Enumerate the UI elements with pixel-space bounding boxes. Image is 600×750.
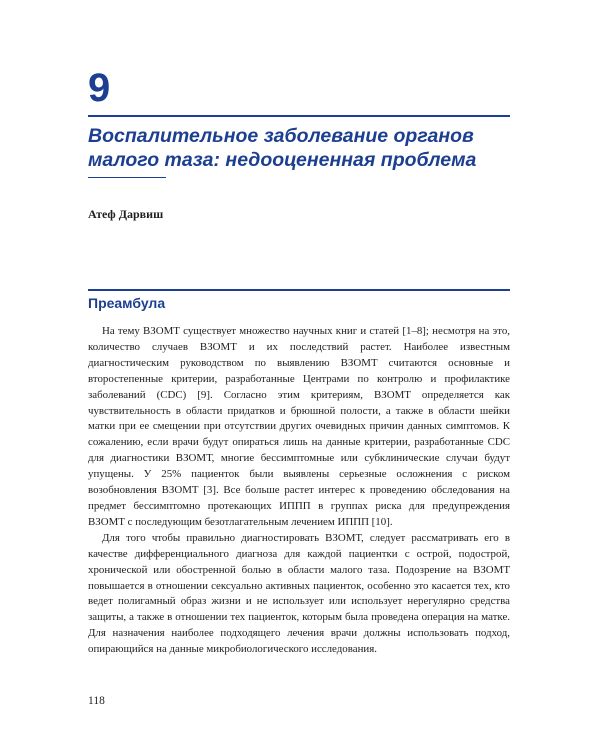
section-heading: Преамбула: [88, 295, 166, 311]
author-name: Атеф Дарвиш: [88, 207, 164, 221]
chapter-rule: [88, 115, 510, 117]
chapter-title: Воспалительное заболевание органов малого таза: недооцененная проблема: [88, 125, 477, 171]
section-rule: [88, 289, 510, 291]
body-text: [88, 324, 510, 658]
title-underline: [88, 177, 166, 178]
paragraph: Для того чтобы правильно диагностировать ВЗОМТ, следует рассматривать его в качестве дифференциального диагноза для каждой пациентки с острой, подострой, хронической или обостренной болью в области малого таза. Подозрение на ВЗОМТ повышается в отношении сексуально активных пациенток, особенно это касается тех, кто ведет полигамный образ жизни и не использует или использует нерегулярно средства защиты, а также в отношении тех пациенток, которым была проведена операция на матке. Для назначения наиболее подходящего лечения врачи должны использовать подход, опирающийся на данные микробиологического исследования.: [88, 531, 510, 656]
chapter-number: 9: [88, 66, 111, 110]
paragraph: На тему ВЗОМТ существует множество научных книг и статей [1–8]; несмотря на это, количество случаев ВЗОМТ и их последствий растет. Наиболее известным диагностическим руководством по выявлению ВЗОМТ считаются основные и второстепенные критерии, разработанные Центрами по контролю и профилактике заболеваний (CDC) [9]. Согласно этим критериям, ВЗОМТ определяется как чувствительность в области придатков и брюшной полости, а также в области шейки матки при ее смещении при отсутствии других очевидных причин данных симптомов. К сожалению, если врачи будут опираться лишь на данные критерии, разработанные CDC для диагностики ВЗОМТ, многие бессимптомные или субклинические случаи будут упущены. У 25% пациенток были выявлены серьезные осложнения с риском возобновления ВЗОМТ [3]. Все больше растет интерес к проведению обследования на предмет бессимптомно протекающих ИППП в группах риска для предупреждения ВЗОМТ с последующим безотлагательным лечением ИППП [10].: [88, 325, 510, 528]
page-number: 118: [88, 695, 105, 707]
